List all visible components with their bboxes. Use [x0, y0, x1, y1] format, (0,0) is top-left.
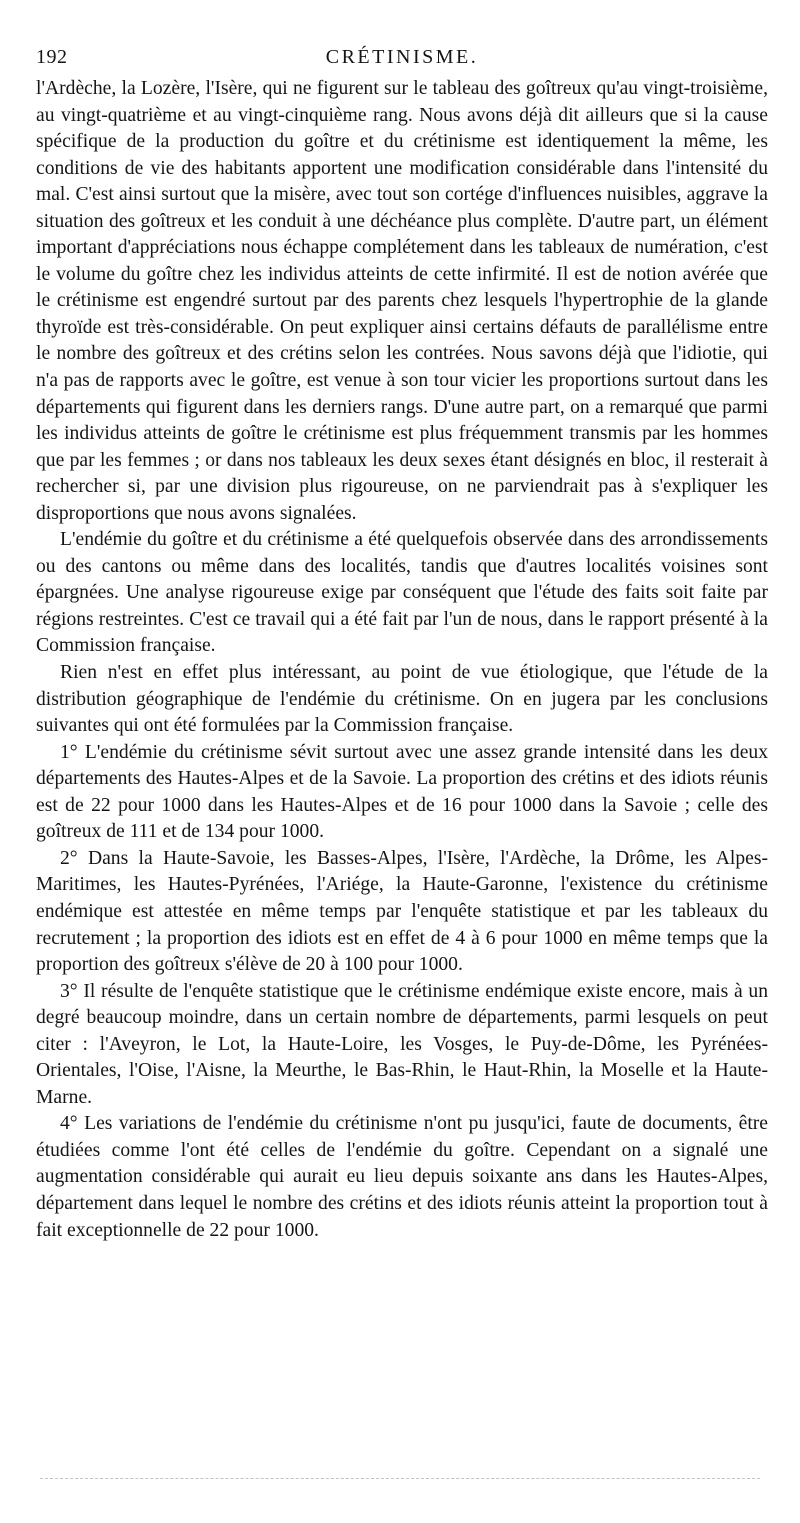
page-number: 192	[36, 46, 68, 68]
paragraph-continuation: l'Ardèche, la Lozère, l'Isère, qui ne figurent sur le tableau des goîtreux qu'au vingt-troisième, au vingt-quatrième et au vingt-cinquième rang. Nous avons déjà dit ailleurs que si la cause spécifique de la production du goître et du crétinisme est identiquement la même, les conditions de vie des habitants apportent une modification considérable dans l'intensité du mal. C'est ainsi surtout que la misère, avec tout son cortége d'influences nuisibles, aggrave la situation des goîtreux et les conduit à une déchéance plus complète. D'autre part, un élément important d'appréciations nous échappe complétement dans les tableaux de numération, c'est le volume du goître chez les individus atteints de cette infirmité. Il est de notion avérée que le crétinisme est engendré surtout par des parents chez lesquels l'hypertrophie de la glande thyroïde est très-considérable. On peut expliquer ainsi certains défauts de parallélisme entre le nombre des goîtreux et des crétins selon les contrées. Nous savons déjà que l'idiotie, qui n'a pas de rapports avec le goître, est venue à son tour vicier les proportions surtout dans les départements qui figurent dans les derniers rangs. D'une autre part, on a remarqué que parmi les individus atteints de goître le crétinisme est plus fréquemment transmis par les hommes que par les femmes ; or dans nos tableaux les deux sexes étant désignés en bloc, il resterait à rechercher si, par une division plus rigoureuse, on ne parviendrait pas à s'expliquer les disproportions que nous avons signalées.	[36, 78, 768, 524]
page-header	[36, 42, 768, 72]
paragraph-endemie-localities: L'endémie du goître et du crétinisme a été quelquefois observée dans des arrondissements ou des cantons ou même dans des localités, tandis que d'autres localités voisines sont épargnées. Une analyse rigoureuse exige par conséquent que l'étude des faits soit faite par régions restreintes. C'est ce travail qui a été fait par l'un de nous, dans le rapport présenté à la Commission française.	[36, 529, 768, 657]
paragraph-geographic-distribution: Rien n'est en effet plus intéressant, au point de vue étiologique, que l'étude de la distribution géographique de l'endémie du crétinisme. On en jugera par les conclusions suivantes qui ont été formulées par la Commission française.	[36, 662, 768, 737]
book-page	[36, 42, 768, 1244]
running-title: CRÉTINISME.	[325, 46, 479, 68]
body-text	[36, 76, 768, 1244]
conclusion-item-1: 1° L'endémie du crétinisme sévit surtout avec une assez grande intensité dans les deux départements des Hautes-Alpes et de la Savoie. La proportion des crétins et des idiots réunis est de 22 pour 1000 dans les Hautes-Alpes et de 16 pour 1000 dans la Savoie ; celle des goîtreux de 111 et de 134 pour 1000.	[36, 741, 768, 843]
bottom-rule	[40, 1478, 760, 1479]
conclusion-item-3: 3° Il résulte de l'enquête statistique que le crétinisme endémique existe encore, mais à un degré beaucoup moindre, dans un certain nombre de départements, parmi lesquels on peut citer : l'Aveyron, le Lot, la Haute-Loire, les Vosges, le Puy-de-Dôme, les Pyrénées-Orientales, l'Oise, l'Aisne, la Meurthe, le Bas-Rhin, le Haut-Rhin, la Moselle et la Haute-Marne.	[36, 980, 768, 1108]
conclusion-item-4: 4° Les variations de l'endémie du crétinisme n'ont pu jusqu'ici, faute de documents, être étudiées comme l'ont été celles de l'endémie du goître. Cependant on a signalé une augmentation considérable qui aurait eu lieu depuis soixante ans dans les Hautes-Alpes, département dans lequel le nombre des crétins et des idiots réunis atteint la proportion tout à fait exceptionnelle de 22 pour 1000.	[36, 1113, 768, 1241]
conclusion-item-2: 2° Dans la Haute-Savoie, les Basses-Alpes, l'Isère, l'Ardèche, la Drôme, les Alpes-Maritimes, les Hautes-Pyrénées, l'Ariége, la Haute-Garonne, l'existence du crétinisme endémique est attestée en même temps par l'enquête statistique et par les tableaux du recrutement ; la proportion des idiots est en effet de 4 à 6 pour 1000 en même temps que la proportion des goîtreux s'élève de 20 à 100 pour 1000.	[36, 847, 768, 976]
